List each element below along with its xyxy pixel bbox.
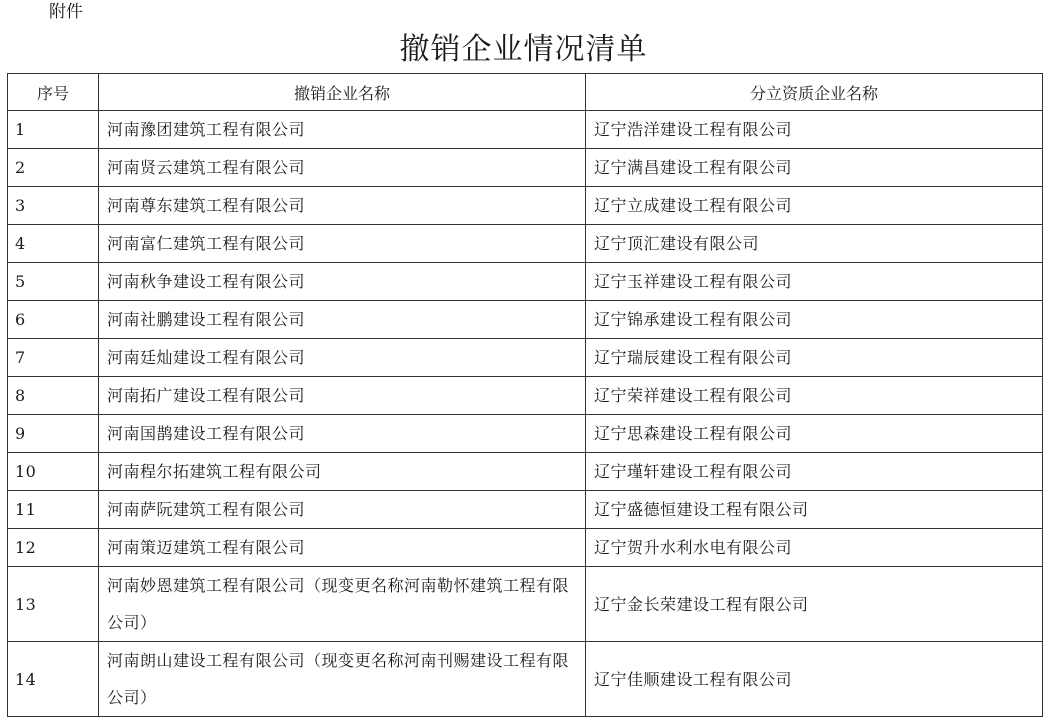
revoked-company-name: 河南朗山建设工程有限公司（现变更名称河南刊赐建设工程有限公司） xyxy=(99,642,586,717)
revoked-company-name: 河南秋争建设工程有限公司 xyxy=(99,263,586,301)
table-row xyxy=(8,339,1043,377)
table-row xyxy=(8,301,1043,339)
row-number: 11 xyxy=(8,491,99,529)
table-header-row xyxy=(8,74,1043,111)
header-serial-number: 序号 xyxy=(8,74,99,111)
revoked-company-name: 河南廷灿建设工程有限公司 xyxy=(99,339,586,377)
split-company-name: 辽宁佳顺建设工程有限公司 xyxy=(586,642,1043,717)
split-company-name: 辽宁锦承建设工程有限公司 xyxy=(586,301,1043,339)
table-row xyxy=(8,149,1043,187)
row-number: 12 xyxy=(8,529,99,567)
table-row xyxy=(8,453,1043,491)
split-company-name: 辽宁立成建设工程有限公司 xyxy=(586,187,1043,225)
revoked-companies-table xyxy=(7,73,1043,717)
split-company-name: 辽宁瑾轩建设工程有限公司 xyxy=(586,453,1043,491)
row-number: 13 xyxy=(8,567,99,642)
table-row xyxy=(8,263,1043,301)
split-company-name: 辽宁荣祥建设工程有限公司 xyxy=(586,377,1043,415)
split-company-name: 辽宁金长荣建设工程有限公司 xyxy=(586,567,1043,642)
revoked-company-name: 河南尊东建筑工程有限公司 xyxy=(99,187,586,225)
revoked-company-name: 河南社鹏建设工程有限公司 xyxy=(99,301,586,339)
header-split-qualification-company-name: 分立资质企业名称 xyxy=(586,74,1043,111)
table-row xyxy=(8,415,1043,453)
revoked-company-name: 河南策迈建筑工程有限公司 xyxy=(99,529,586,567)
table-row xyxy=(8,225,1043,263)
revoked-company-name: 河南程尔拓建筑工程有限公司 xyxy=(99,453,586,491)
row-number: 8 xyxy=(8,377,99,415)
split-company-name: 辽宁贺升水利水电有限公司 xyxy=(586,529,1043,567)
header-revoked-company-name: 撤销企业名称 xyxy=(99,74,586,111)
row-number: 6 xyxy=(8,301,99,339)
split-company-name: 辽宁思森建设工程有限公司 xyxy=(586,415,1043,453)
split-company-name: 辽宁瑞辰建设工程有限公司 xyxy=(586,339,1043,377)
revoked-company-name: 河南妙恩建筑工程有限公司（现变更名称河南勒怀建筑工程有限公司） xyxy=(99,567,586,642)
revoked-company-name: 河南豫团建筑工程有限公司 xyxy=(99,111,586,149)
revoked-company-name: 河南拓广建设工程有限公司 xyxy=(99,377,586,415)
revoked-company-name: 河南萨阮建筑工程有限公司 xyxy=(99,491,586,529)
row-number: 5 xyxy=(8,263,99,301)
split-company-name: 辽宁玉祥建设工程有限公司 xyxy=(586,263,1043,301)
row-number: 10 xyxy=(8,453,99,491)
row-number: 1 xyxy=(8,111,99,149)
table-row xyxy=(8,529,1043,567)
row-number: 9 xyxy=(8,415,99,453)
revoked-company-name: 河南贤云建筑工程有限公司 xyxy=(99,149,586,187)
revoked-company-name: 河南富仁建筑工程有限公司 xyxy=(99,225,586,263)
split-company-name: 辽宁浩洋建设工程有限公司 xyxy=(586,111,1043,149)
table-row xyxy=(8,187,1043,225)
split-company-name: 辽宁盛德恒建设工程有限公司 xyxy=(586,491,1043,529)
table-row xyxy=(8,567,1043,642)
attachment-label: 附件 xyxy=(49,2,83,22)
revoked-company-name: 河南国鹊建设工程有限公司 xyxy=(99,415,586,453)
split-company-name: 辽宁顶汇建设有限公司 xyxy=(586,225,1043,263)
row-number: 14 xyxy=(8,642,99,717)
split-company-name: 辽宁满昌建设工程有限公司 xyxy=(586,149,1043,187)
row-number: 4 xyxy=(8,225,99,263)
row-number: 2 xyxy=(8,149,99,187)
table-row xyxy=(8,377,1043,415)
table-row xyxy=(8,642,1043,717)
table-row xyxy=(8,491,1043,529)
page-title: 撤销企业情况清单 xyxy=(399,32,648,67)
row-number: 7 xyxy=(8,339,99,377)
row-number: 3 xyxy=(8,187,99,225)
table-row xyxy=(8,111,1043,149)
